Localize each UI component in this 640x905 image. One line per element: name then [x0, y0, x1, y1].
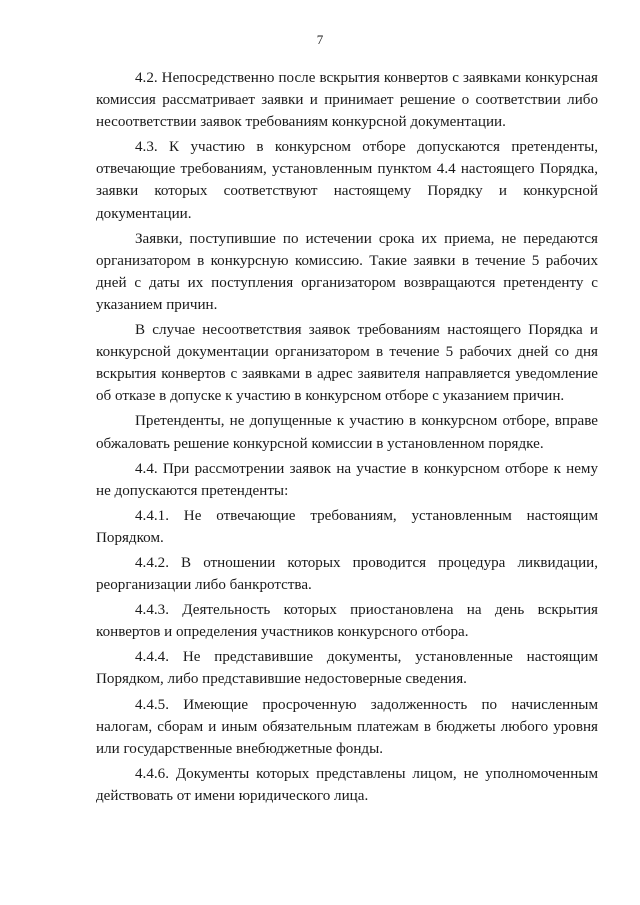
- paragraph-4-4-4: 4.4.4. Не представившие документы, установленные настоящим Порядком, либо представившие недостоверные сведения.: [96, 649, 598, 688]
- paragraph-4-3: 4.3. К участию в конкурсном отборе допускаются претенденты, отвечающие требованиям, установленным пунктом 4.4 настоящего Порядка, заявки которых соответствуют настоящему Порядку и конкурсной документации.: [96, 139, 598, 222]
- paragraph-late-applications: Заявки, поступившие по истечении срока их приема, не передаются организатором в конкурсную комиссию. Такие заявки в течение 5 рабочих дней с даты их поступления организатором возвращаются претенденту с указанием причин.: [96, 230, 598, 313]
- paragraph-4-2: 4.2. Непосредственно после вскрытия конвертов с заявками конкурсная комиссия рассматривает заявки и принимает решение о соответствии либо несоответствии заявок требованиям конкурсной документации.: [96, 70, 598, 131]
- paragraph-4-4-1: 4.4.1. Не отвечающие требованиям, установленным настоящим Порядком.: [96, 507, 598, 546]
- paragraph-appeal: Претенденты, не допущенные к участию в конкурсном отборе, вправе обжаловать решение конкурсной комиссии в установленном порядке.: [96, 413, 598, 452]
- paragraph-4-4-3: 4.4.3. Деятельность которых приостановлена на день вскрытия конвертов и определения участников конкурсного отбора.: [96, 602, 598, 641]
- document-body: [96, 67, 598, 807]
- paragraph-4-4: 4.4. При рассмотрении заявок на участие в конкурсном отборе к нему не допускаются претенденты:: [96, 460, 598, 499]
- paragraph-4-4-5: 4.4.5. Имеющие просроченную задолженность по начисленным налогам, сборам и иным обязательным платежам в бюджеты любого уровня или государственные внебюджетные фонды.: [96, 696, 598, 757]
- paragraph-4-4-2: 4.4.2. В отношении которых проводится процедура ликвидации, реорганизации либо банкротства.: [96, 554, 598, 594]
- paragraph-nonconformity: В случае несоответствия заявок требованиям настоящего Порядка и конкурсной документации организатором в течение 5 рабочих дней со дня вскрытия конвертов с заявками в адрес заявителя направляется уведомление об отказе в допуске к участию в конкурсном отборе с указанием причин.: [96, 322, 598, 405]
- paragraph-4-4-6: 4.4.6. Документы которых представлены лицом, не уполномоченным действовать от имени юридического лица.: [96, 765, 598, 804]
- page-number: 7: [316, 32, 324, 47]
